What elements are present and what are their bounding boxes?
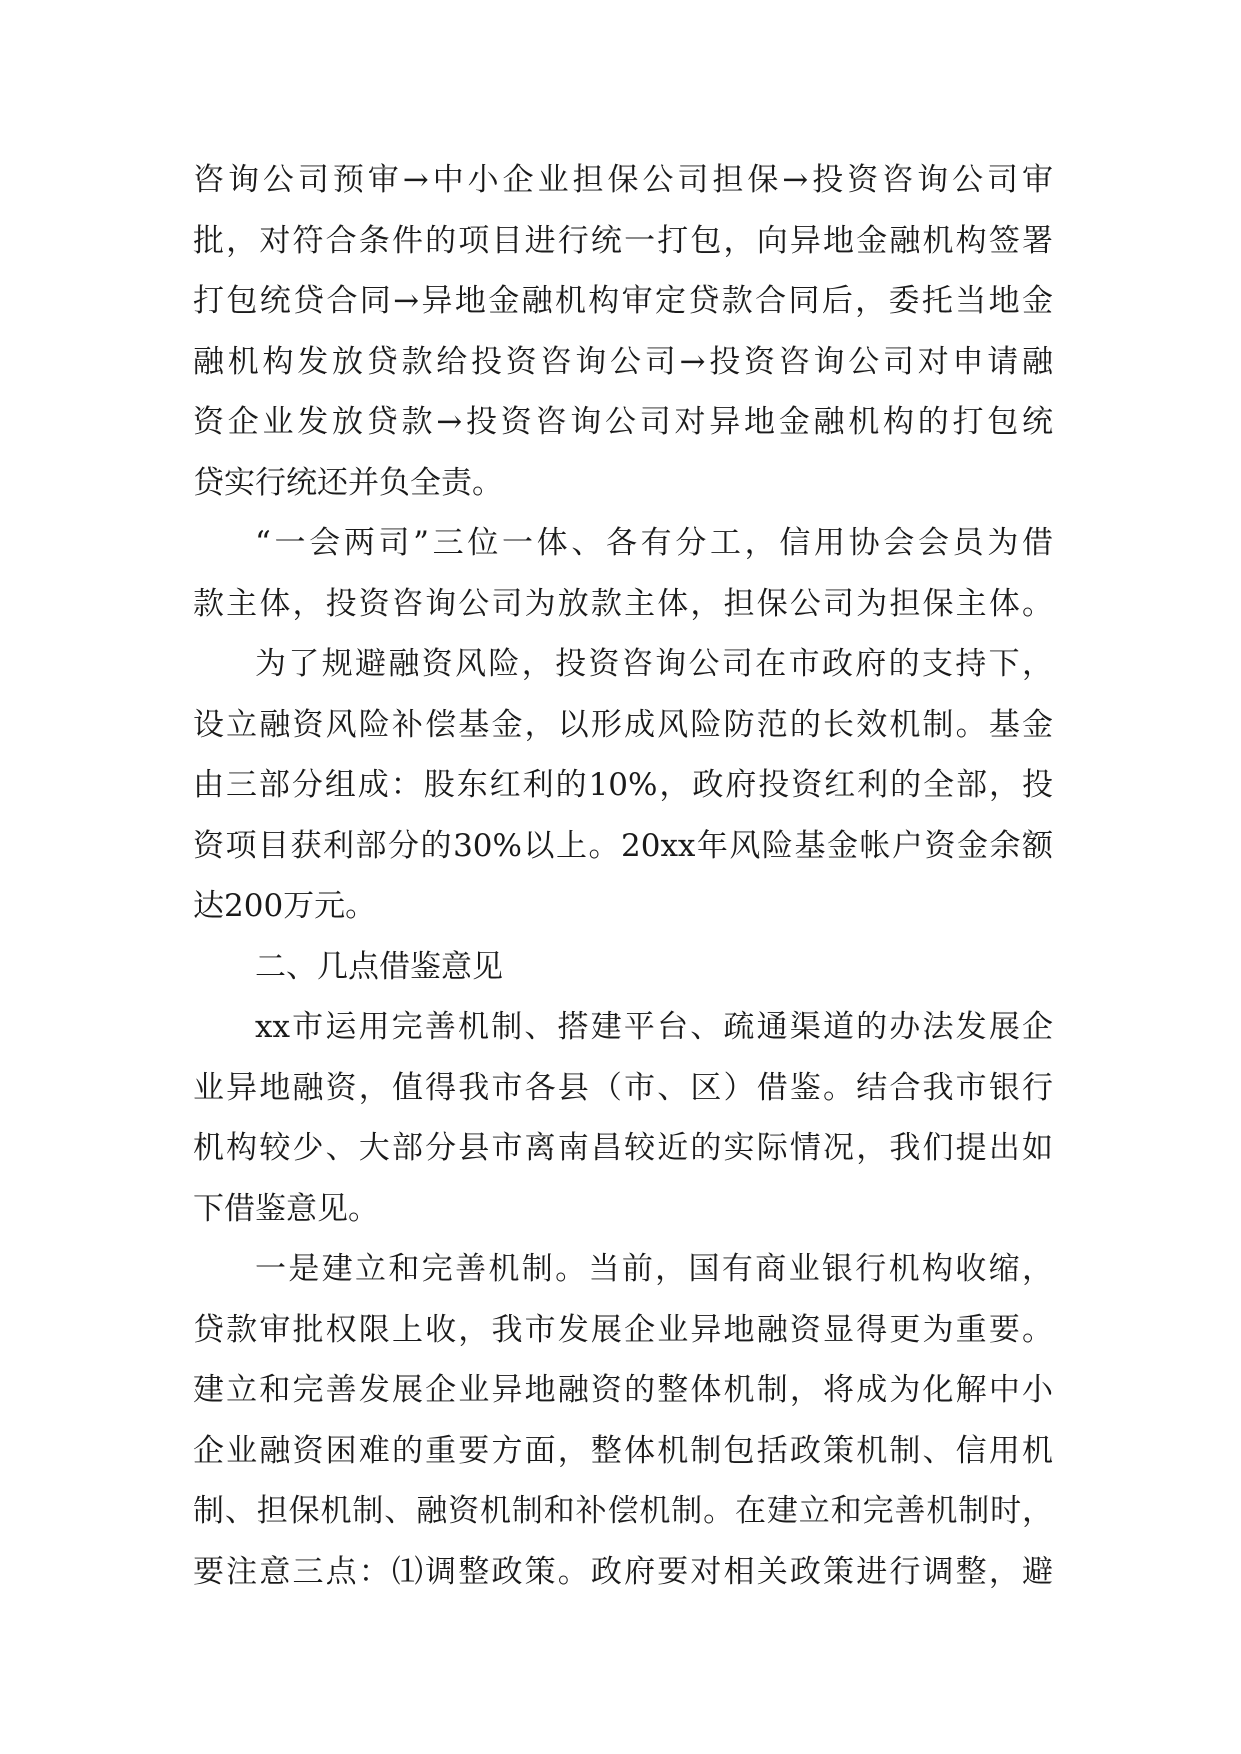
paragraph (193, 997, 1053, 1239)
text-line: 款主体，投资咨询公司为放款主体，担保公司为担保主体。 (193, 585, 1053, 622)
text-line: 资企业发放贷款→投资咨询公司对异地金融机构的打包统 (193, 404, 1053, 440)
text-line: “一会两司”三位一体、各有分工，信用协会会员为借 (255, 525, 1053, 561)
text-line: 要注意三点：⑴调整政策。政府要对相关政策进行调整，避 (193, 1553, 1053, 1590)
text-line: 企业融资困难的重要方面，整体机制包括政策机制、信用机 (193, 1432, 1053, 1469)
section-heading (193, 937, 1053, 998)
paragraph (193, 513, 1053, 634)
text-line: 贷实行统还并负全责。 (193, 464, 503, 501)
text-line: 批，对符合条件的项目进行统一打包，向异地金融机构签署 (193, 222, 1053, 259)
paragraph (193, 1239, 1053, 1602)
text-line: 咨询公司预审→中小企业担保公司担保→投资咨询公司审 (193, 162, 1053, 198)
text-line: 业异地融资，值得我市各县（市、区）借鉴。结合我市银行 (193, 1069, 1053, 1106)
text-line: 机构较少、大部分县市离南昌较近的实际情况，我们提出如 (193, 1130, 1053, 1166)
text-line: 制、担保机制、融资机制和补偿机制。在建立和完善机制时， (193, 1493, 1053, 1529)
heading-text: 二、几点借鉴意见 (255, 948, 503, 985)
text-line: 一是建立和完善机制。当前，国有商业银行机构收缩， (255, 1251, 1053, 1287)
text-line: 打包统贷合同→异地金融机构审定贷款合同后，委托当地金 (193, 283, 1053, 319)
text-line: 融机构发放贷款给投资咨询公司→投资咨询公司对申请融 (193, 343, 1053, 380)
document-body (193, 150, 1053, 1602)
paragraph (193, 150, 1053, 513)
text-line: 设立融资风险补偿基金，以形成风险防范的长效机制。基金 (193, 706, 1053, 743)
paragraph (193, 634, 1053, 937)
text-line: 贷款审批权限上收，我市发展企业异地融资显得更为重要。 (193, 1311, 1053, 1348)
text-line: 为了规避融资风险，投资咨询公司在市政府的支持下， (255, 646, 1053, 682)
text-line: 资项目获利部分的30%以上。20xx年风险基金帐户资金余额 (193, 827, 1053, 864)
text-line: 达200万元。 (193, 888, 377, 924)
text-line: xx市运用完善机制、搭建平台、疏通渠道的办法发展企 (255, 1009, 1053, 1045)
text-line: 下借鉴意见。 (193, 1190, 379, 1227)
text-line: 建立和完善发展企业异地融资的整体机制，将成为化解中小 (193, 1372, 1053, 1408)
text-line: 由三部分组成：股东红利的10%，政府投资红利的全部，投 (193, 767, 1053, 803)
